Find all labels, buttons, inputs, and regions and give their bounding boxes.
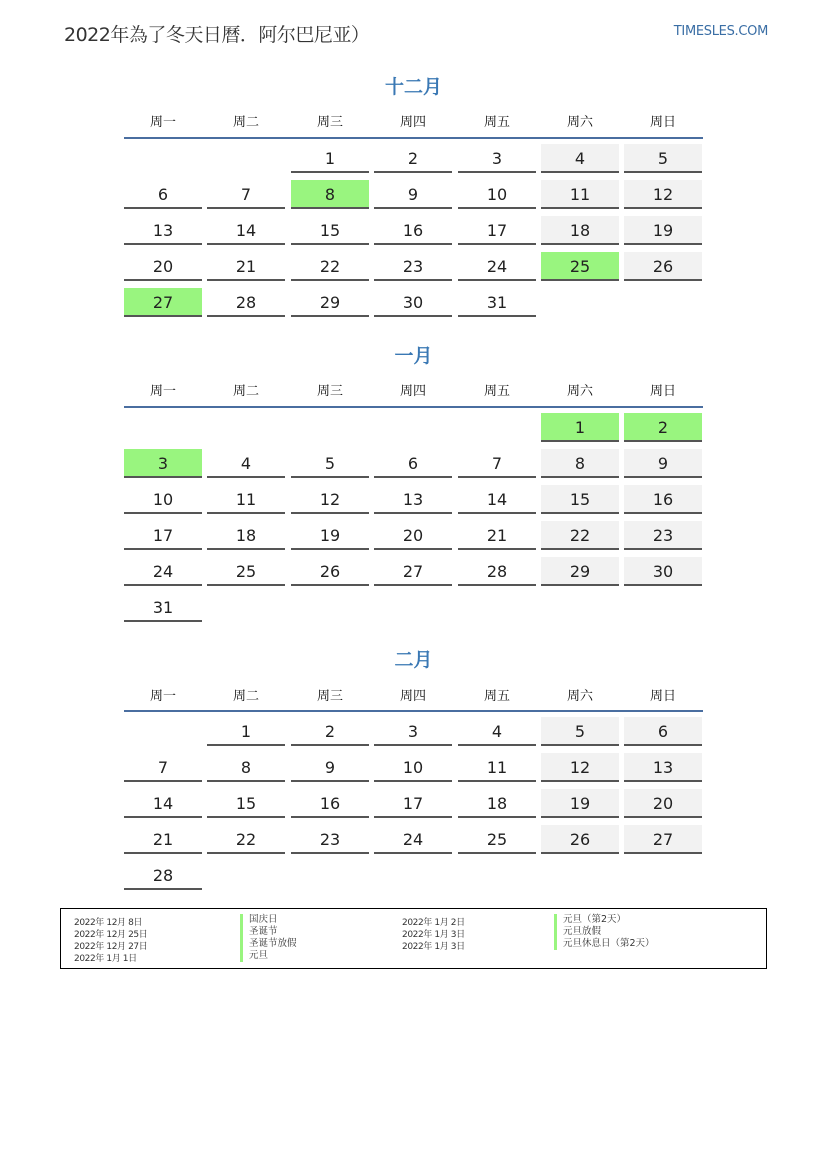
day-cell: 1 (291, 144, 369, 173)
day-cell: 20 (374, 521, 452, 550)
legend-holiday-name: 元旦放假 (554, 926, 601, 938)
weekday-label: 周三 (316, 384, 343, 399)
day-cell: 14 (124, 789, 202, 818)
day-cell: 26 (624, 252, 702, 281)
day-cell: 16 (291, 789, 369, 818)
day-cell: 27 (374, 557, 452, 586)
holiday-day-cell: 2 (624, 413, 702, 442)
month-title: 十二月 (384, 76, 442, 98)
legend-date: 2022年 1月 3日 (402, 930, 465, 940)
day-cell: 25 (458, 825, 536, 854)
month-title: 二月 (394, 649, 433, 671)
day-cell: 22 (541, 521, 619, 550)
day-cell: 26 (291, 557, 369, 586)
day-cell: 23 (624, 521, 702, 550)
day-cell: 14 (207, 216, 285, 245)
day-cell: 15 (291, 216, 369, 245)
day-cell: 13 (624, 753, 702, 782)
weekday-label: 周四 (399, 689, 426, 704)
day-cell: 10 (458, 180, 536, 209)
day-cell: 11 (458, 753, 536, 782)
legend-holiday-name: 圣诞节 (240, 926, 278, 938)
legend-date: 2022年 1月 2日 (402, 918, 465, 928)
day-cell: 28 (207, 288, 285, 317)
day-cell: 17 (374, 789, 452, 818)
day-cell: 19 (624, 216, 702, 245)
day-cell: 21 (124, 825, 202, 854)
weekday-label: 周三 (316, 689, 343, 704)
day-cell: 18 (541, 216, 619, 245)
day-cell: 21 (207, 252, 285, 281)
weekday-label: 周二 (232, 689, 259, 704)
day-cell: 2 (374, 144, 452, 173)
holiday-day-cell: 1 (541, 413, 619, 442)
day-cell: 17 (124, 521, 202, 550)
day-cell: 21 (458, 521, 536, 550)
day-cell: 15 (207, 789, 285, 818)
day-cell: 18 (458, 789, 536, 818)
day-cell: 19 (291, 521, 369, 550)
day-cell: 28 (124, 861, 202, 890)
weekday-label: 周四 (399, 384, 426, 399)
weekday-label: 周一 (149, 384, 176, 399)
day-cell: 8 (207, 753, 285, 782)
day-cell: 16 (624, 485, 702, 514)
day-cell: 10 (124, 485, 202, 514)
day-cell: 2 (291, 717, 369, 746)
weekday-label: 周二 (232, 384, 259, 399)
day-cell: 20 (624, 789, 702, 818)
day-cell: 22 (207, 825, 285, 854)
day-cell: 3 (458, 144, 536, 173)
day-cell: 4 (458, 717, 536, 746)
day-cell: 30 (374, 288, 452, 317)
weekday-label: 周一 (149, 115, 176, 130)
day-cell: 5 (624, 144, 702, 173)
day-cell: 3 (374, 717, 452, 746)
weekday-label: 周日 (649, 689, 676, 704)
weekday-label: 周五 (483, 689, 510, 704)
day-cell: 6 (124, 180, 202, 209)
holiday-day-cell: 8 (291, 180, 369, 209)
day-cell: 17 (458, 216, 536, 245)
day-cell: 31 (458, 288, 536, 317)
page-title: 2022年為了冬天日曆．阿尔巴尼亚） (64, 24, 370, 46)
day-cell: 5 (541, 717, 619, 746)
day-cell: 28 (458, 557, 536, 586)
day-cell: 23 (291, 825, 369, 854)
day-cell: 11 (207, 485, 285, 514)
day-cell: 7 (207, 180, 285, 209)
weekday-label: 周六 (566, 115, 593, 130)
day-cell: 25 (207, 557, 285, 586)
day-cell: 9 (624, 449, 702, 478)
day-cell: 24 (124, 557, 202, 586)
weekday-header-row (124, 111, 703, 131)
month-title: 一月 (394, 345, 433, 367)
day-cell: 16 (374, 216, 452, 245)
weekday-label: 周三 (316, 115, 343, 130)
day-cell: 31 (124, 593, 202, 622)
day-cell: 12 (291, 485, 369, 514)
header-divider (124, 406, 703, 408)
day-cell: 12 (541, 753, 619, 782)
holiday-legend (60, 908, 767, 969)
weekday-label: 周二 (232, 115, 259, 130)
day-cell: 9 (291, 753, 369, 782)
day-cell: 24 (458, 252, 536, 281)
day-cell: 1 (207, 717, 285, 746)
day-cell: 6 (624, 717, 702, 746)
holiday-day-cell: 3 (124, 449, 202, 478)
legend-date: 2022年 1月 3日 (402, 942, 465, 952)
weekday-label: 周四 (399, 115, 426, 130)
legend-holiday-name: 圣诞节放假 (240, 938, 297, 950)
legend-holiday-name: 元旦 (240, 950, 268, 962)
day-cell: 30 (624, 557, 702, 586)
day-cell: 15 (541, 485, 619, 514)
day-cell: 10 (374, 753, 452, 782)
day-cell: 18 (207, 521, 285, 550)
day-cell: 29 (541, 557, 619, 586)
day-cell: 7 (124, 753, 202, 782)
site-link[interactable]: TIMESLES.COM (673, 24, 768, 39)
weekday-label: 周一 (149, 689, 176, 704)
day-cell: 4 (541, 144, 619, 173)
day-cell: 5 (291, 449, 369, 478)
day-cell: 6 (374, 449, 452, 478)
day-cell: 14 (458, 485, 536, 514)
day-cell: 13 (374, 485, 452, 514)
weekday-label: 周日 (649, 384, 676, 399)
legend-holiday-name: 国庆日 (240, 914, 278, 926)
day-cell: 8 (541, 449, 619, 478)
legend-date: 2022年 12月 27日 (74, 942, 148, 952)
day-cell: 29 (291, 288, 369, 317)
day-cell: 13 (124, 216, 202, 245)
weekday-header-row (124, 685, 703, 705)
legend-holiday-name: 元旦（第2天） (554, 914, 626, 926)
day-cell: 19 (541, 789, 619, 818)
day-cell: 23 (374, 252, 452, 281)
day-cell: 4 (207, 449, 285, 478)
day-cell: 22 (291, 252, 369, 281)
legend-date: 2022年 1月 1日 (74, 954, 137, 964)
legend-holiday-name: 元旦休息日（第2天） (554, 938, 655, 950)
legend-date: 2022年 12月 8日 (74, 918, 143, 928)
weekday-label: 周五 (483, 115, 510, 130)
weekday-label: 周六 (566, 384, 593, 399)
day-cell: 12 (624, 180, 702, 209)
day-cell: 20 (124, 252, 202, 281)
day-cell: 9 (374, 180, 452, 209)
header-divider (124, 137, 703, 139)
weekday-label: 周日 (649, 115, 676, 130)
header-divider (124, 710, 703, 712)
holiday-day-cell: 27 (124, 288, 202, 317)
holiday-day-cell: 25 (541, 252, 619, 281)
day-cell: 26 (541, 825, 619, 854)
day-cell: 24 (374, 825, 452, 854)
weekday-header-row (124, 380, 703, 400)
day-cell: 11 (541, 180, 619, 209)
weekday-label: 周五 (483, 384, 510, 399)
day-cell: 7 (458, 449, 536, 478)
day-cell: 27 (624, 825, 702, 854)
weekday-label: 周六 (566, 689, 593, 704)
legend-date: 2022年 12月 25日 (74, 930, 148, 940)
